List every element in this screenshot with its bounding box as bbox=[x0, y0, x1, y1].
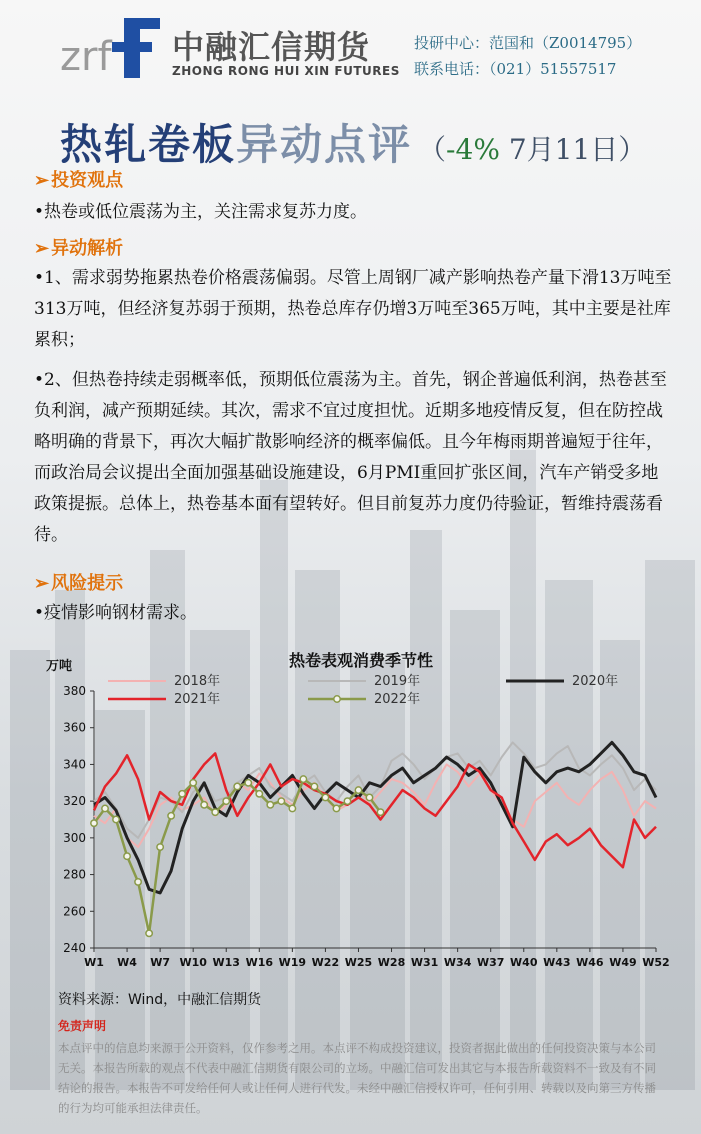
title-paren-close: ） bbox=[618, 133, 647, 166]
chart-svg bbox=[36, 648, 676, 978]
series-point bbox=[377, 809, 383, 815]
x-tick-label: W46 bbox=[576, 956, 604, 969]
legend-label: 2021年 bbox=[174, 692, 221, 707]
y-tick-label: 360 bbox=[63, 720, 86, 735]
series-point bbox=[190, 780, 196, 786]
y-axis-unit-label: 万吨 bbox=[46, 659, 73, 674]
disclaimer-body: 本点评中的信息均来源于公开资料，仅作参考之用。本点评不构成投资建议，投资者据此做出的任何投资决策与本公司无关。本报告所载的观点不代表中融汇信期货有限公司的立场。中融汇信可发出其它与本报告所载资料不一致及有不同结论的报告。本报告不可发给任何人或让任何人进行代发。未经中融汇信授权许可，任何引用、转载以及向第三方传播的行为均可能承担法律责任。 bbox=[58, 1041, 656, 1115]
x-tick-label: W16 bbox=[245, 956, 274, 969]
section-heading-risk-label: 风险提示 bbox=[51, 573, 124, 594]
disclaimer-title: 免责声明 bbox=[58, 1019, 107, 1033]
series-point bbox=[278, 798, 284, 804]
legend-label: 2019年 bbox=[374, 674, 421, 689]
series-point bbox=[223, 798, 229, 804]
series-point bbox=[322, 794, 328, 800]
series-point bbox=[344, 798, 350, 804]
x-tick-label: W10 bbox=[179, 956, 207, 969]
risk-paragraph: •疫情影响钢材需求。 bbox=[34, 603, 198, 623]
series-line-1 bbox=[94, 742, 656, 838]
x-tick-label: W22 bbox=[311, 956, 340, 969]
legend-label: 2018年 bbox=[174, 674, 221, 689]
title-paren-open: （ bbox=[418, 133, 447, 166]
report-title bbox=[60, 112, 646, 172]
series-point bbox=[267, 802, 273, 808]
x-tick-label: W13 bbox=[212, 956, 240, 969]
chart-title: 热卷表观消费季节性 bbox=[288, 651, 434, 670]
series-point bbox=[355, 787, 361, 793]
y-tick-label: 380 bbox=[63, 684, 86, 698]
x-tick-label: W52 bbox=[642, 956, 670, 969]
title-product: 热轧卷板 bbox=[60, 120, 237, 169]
section-heading-risk bbox=[34, 569, 123, 595]
y-tick-label: 300 bbox=[63, 830, 86, 845]
legend-label: 2020年 bbox=[572, 674, 619, 689]
section-heading-view-label: 投资观点 bbox=[51, 170, 124, 191]
y-tick-label: 340 bbox=[63, 757, 86, 772]
series-point bbox=[179, 791, 185, 797]
analysis-paragraph-1: •1、需求弱势拖累热卷价格震荡偏弱。尽管上周钢厂减产影响热卷产量下滑13万吨至313万吨，但经济复苏弱于预期，热卷总库存仍增3万吨至365万吨，其中主要是社库累积； bbox=[34, 268, 672, 350]
x-tick-label: W37 bbox=[476, 956, 505, 969]
x-tick-label: W43 bbox=[543, 956, 571, 969]
legend-label: 2022年 bbox=[374, 692, 421, 707]
series-point bbox=[289, 805, 295, 811]
x-tick-label: W49 bbox=[609, 956, 637, 969]
x-tick-label: W25 bbox=[344, 956, 373, 969]
title-date: 7月11日 bbox=[499, 133, 619, 166]
series-point bbox=[300, 776, 306, 782]
series-point bbox=[135, 879, 141, 885]
series-point bbox=[234, 783, 240, 789]
report-header bbox=[0, 0, 701, 110]
x-tick-label: W19 bbox=[278, 956, 307, 969]
series-line-2 bbox=[94, 742, 656, 893]
logo-mark-text: zrf bbox=[60, 34, 112, 80]
series-point bbox=[201, 802, 207, 808]
x-tick-label: W7 bbox=[150, 956, 171, 969]
research-center-contact: 投研中心：范国和（Z0014795） bbox=[414, 34, 642, 52]
analysis-paragraph-2: •2、但热卷持续走弱概率低，预期低位震荡为主。首先，钢企普遍低利润，热卷甚至负利润，减产预期延续。其次，需求不宜过度担忧。近期多地疫情反复，但在防控战略明确的背景下，再次大幅扩散影响经济的概率偏低。且今年梅雨期普遍短于往年，而政治局会议提出全面加强基础设施建设，6月PMI重回扩张区间，汽车产销受多地政策提振。总体上，热卷基本面有望转好。但目前复苏力度仍待验证，暂维持震荡看待。 bbox=[34, 370, 667, 545]
x-tick-label: W31 bbox=[410, 956, 439, 969]
series-point bbox=[366, 794, 372, 800]
x-tick-label: W4 bbox=[117, 956, 137, 969]
series-point bbox=[157, 844, 163, 850]
seasonality-chart bbox=[36, 648, 676, 978]
series-point bbox=[146, 930, 152, 936]
arrow-bullet-icon: ➢ bbox=[34, 238, 50, 259]
y-tick-label: 260 bbox=[63, 904, 86, 919]
x-tick-label: W28 bbox=[377, 956, 406, 969]
title-change: -4% bbox=[446, 133, 500, 166]
y-tick-label: 320 bbox=[63, 794, 86, 809]
y-tick-label: 280 bbox=[63, 867, 86, 882]
series-point bbox=[311, 783, 317, 789]
series-point bbox=[91, 820, 97, 826]
series-point bbox=[124, 853, 130, 859]
view-paragraph: •热卷或低位震荡为主，关注需求复苏力度。 bbox=[34, 202, 368, 222]
series-point bbox=[212, 809, 218, 815]
company-name-en: ZHONG RONG HUI XIN FUTURES bbox=[172, 64, 400, 78]
x-tick-label: W1 bbox=[84, 956, 104, 969]
series-point bbox=[102, 805, 108, 811]
phone-contact: 联系电话：（021）51557517 bbox=[414, 60, 617, 78]
title-type: 异动点评 bbox=[236, 120, 413, 169]
company-name-cn: 中融汇信期货 bbox=[172, 28, 371, 66]
data-source: 资料来源：Wind，中融汇信期货 bbox=[58, 992, 262, 1008]
y-tick-label: 240 bbox=[63, 941, 86, 955]
company-logo-mark bbox=[60, 12, 165, 82]
series-point bbox=[333, 805, 339, 811]
arrow-bullet-icon: ➢ bbox=[34, 170, 50, 191]
series-point bbox=[168, 813, 174, 819]
title-change-date bbox=[418, 133, 646, 166]
series-point bbox=[256, 791, 262, 797]
arrow-bullet-icon: ➢ bbox=[34, 573, 50, 594]
series-point bbox=[245, 780, 251, 786]
section-heading-analysis-label: 异动解析 bbox=[51, 238, 124, 259]
series-point bbox=[113, 816, 119, 822]
x-tick-label: W34 bbox=[443, 956, 472, 969]
section-heading-analysis bbox=[34, 234, 123, 260]
x-tick-label: W40 bbox=[510, 956, 538, 969]
legend-swatch-marker bbox=[334, 696, 340, 702]
section-heading-view bbox=[34, 166, 123, 192]
